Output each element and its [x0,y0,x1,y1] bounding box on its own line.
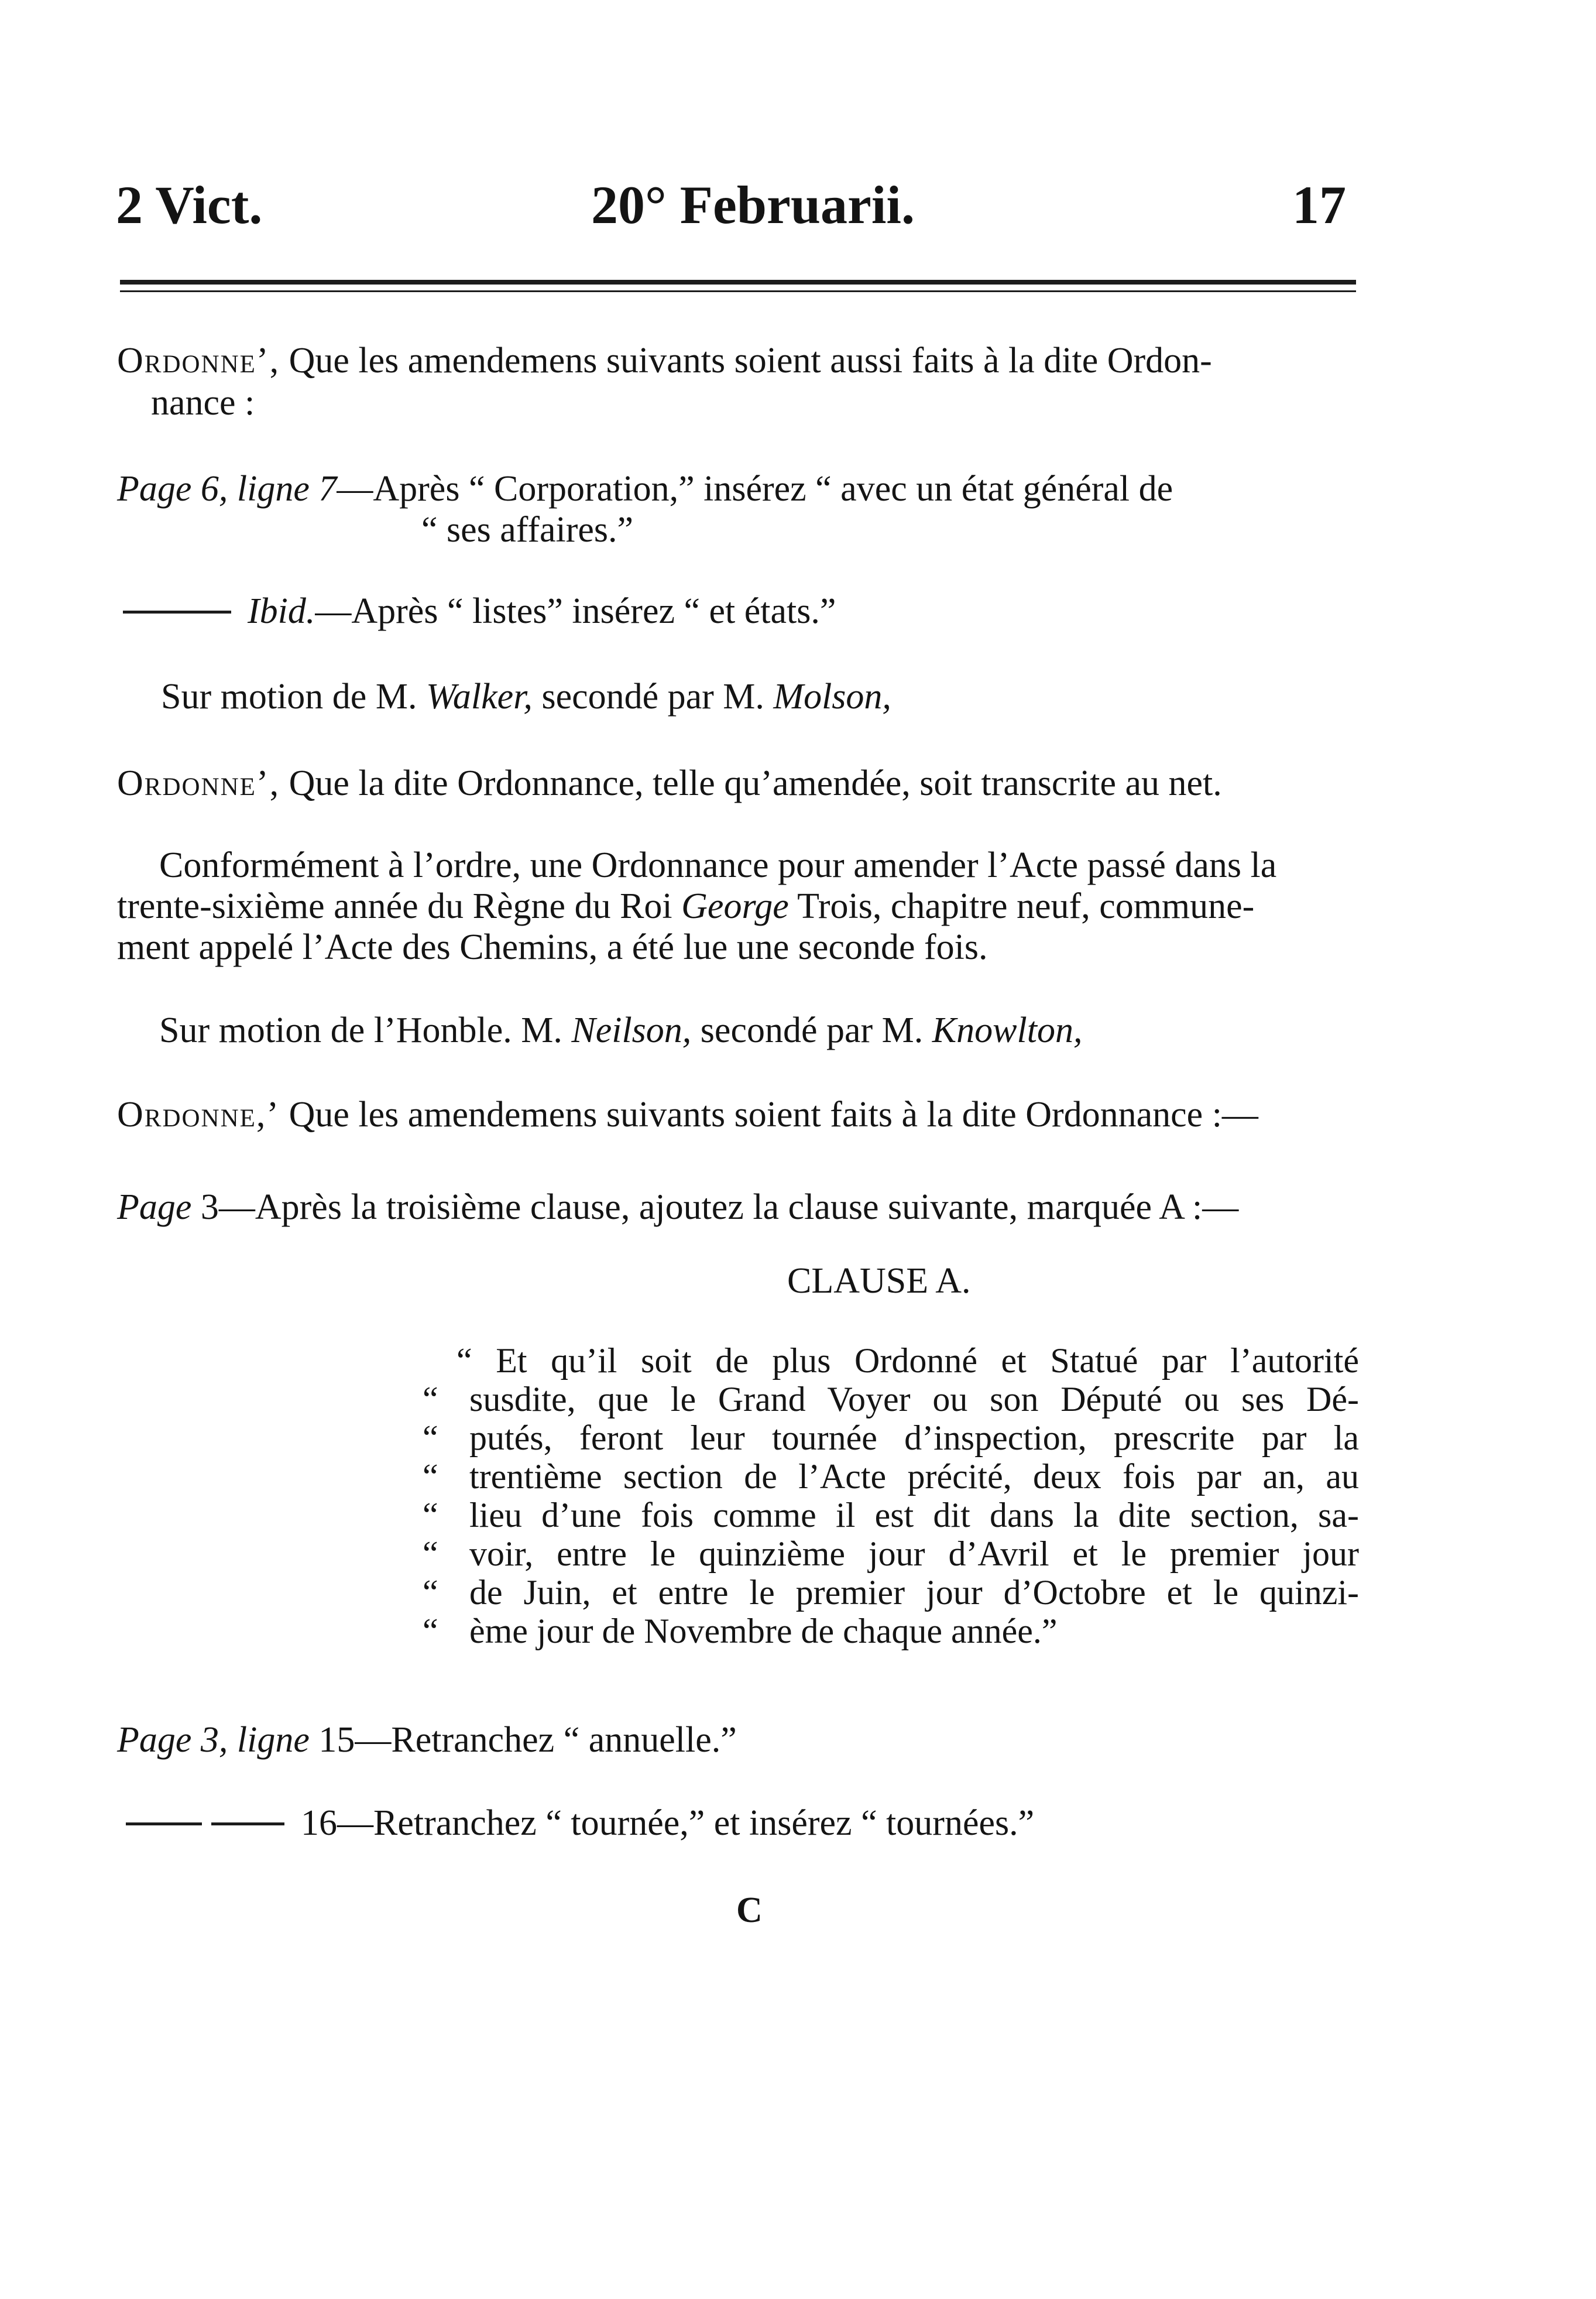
paragraph-ordonne-transcrite [117,761,1222,806]
quote-mark: “ [423,1573,438,1612]
ordonne-label: Ordonne’, [117,341,280,381]
running-head-left: 2 Vict. [116,175,263,235]
running-head-date: 20° Februarii. [591,175,915,235]
clause-title: CLAUSE A. [787,1261,971,1301]
paragraph-text: Que les amendemens suivants soient faits à la dite Ordonnance :— [280,1095,1258,1135]
paragraph-conformement-line-1: Conformément à l’ordre, une Ordonnance pour amender l’Acte passé dans la [159,845,1277,885]
signature-mark: C [736,1890,763,1930]
clause-line: susdite, que le Grand Voyer ou son Député ou ses Dé- [469,1380,1359,1419]
ditto-dash [123,611,231,614]
header-rule-thick [120,280,1356,285]
page-reference: Page [117,1187,192,1227]
clause-line: lieu d’une fois comme il est dit dans la dite section, sa- [469,1496,1359,1534]
quote-mark: “ [423,1496,438,1534]
page-reference: Page 6, ligne 7 [117,469,337,509]
amendment-continuation: “ ses affaires.” [421,510,634,550]
motion-neilson-knowlton [159,1008,1082,1053]
motion-walker-molson [161,674,891,719]
amendment-ibid [123,589,836,633]
seconder-name: Knowlton, [932,1010,1083,1050]
ditto-dash [126,1822,202,1825]
motion-text: secondé par M. [532,677,774,717]
paragraph-text: Que les amendemens suivants soient aussi faits à la dite Ordon- [280,341,1212,381]
motion-text: Sur motion de M. [161,677,426,717]
clause-line: “ Et qu’il soit de plus Ordonné et Statué par l’autorité [457,1341,1359,1380]
paragraph-conformement-line-3: ment appelé l’Acte des Chemins, a été lue une seconde fois. [117,927,988,967]
ibid-label: Ibid. [248,591,315,631]
paragraph-continuation: nance : [151,383,255,423]
ditto-dash [211,1822,284,1825]
header-rule-thin [120,290,1356,292]
paragraph-conformement-line-2 [117,884,1254,928]
ordonne-label: Ordonne,’ [117,1095,280,1135]
amendment-text: 16—Retranchez “ tournée,” et insérez “ tournées.” [301,1803,1035,1843]
king-name: George [681,886,789,926]
motion-text: Sur motion de l’Honble. M. [159,1010,572,1050]
paragraph-text: Que la dite Ordonnance, telle qu’amendée, soit transcrite au net. [280,763,1222,803]
quote-mark: “ [423,1380,438,1419]
mover-name: Neilson, [571,1010,692,1050]
amendment-text: 3—Après la troisième clause, ajoutez la clause suivante, marquée A :— [191,1187,1239,1227]
amendment-text: —Après “ listes” insérez “ et états.” [315,591,836,631]
amendment-text: —Après “ Corporation,” insérez “ avec un état général de [337,469,1173,509]
quote-mark: “ [423,1419,438,1457]
clause-line: putés, feront leur tournée d’inspection, prescrite par la [469,1419,1359,1457]
clause-line: ème jour de Novembre de chaque année.” [469,1612,1058,1650]
motion-text: secondé par M. [691,1010,932,1050]
paragraph-ordonne-amendements [117,338,1212,383]
paragraph-ordonne-amendements-faits [117,1092,1258,1137]
quote-mark: “ [423,1457,438,1496]
seconder-name: Molson, [773,677,891,717]
ordonne-label: Ordonne’, [117,763,280,803]
mover-name: Walker, [425,677,533,717]
clause-line: voir, entre le quinzième jour d’Avril et le premier jour [469,1534,1359,1573]
page-number: 17 [1292,175,1346,235]
clause-line: de Juin, et entre le premier jour d’Octobre et le quinzi- [469,1573,1359,1612]
page-reference: Page 3, ligne [117,1720,310,1760]
amendment-page-6-line-7 [117,467,1173,511]
amendment-line-16 [126,1801,1034,1845]
quote-mark: “ [423,1612,438,1650]
paragraph-text: Trois, chapitre neuf, commune- [788,886,1255,926]
amendment-page-3-line-15 [117,1718,737,1762]
quote-mark: “ [423,1534,438,1573]
amendment-page-3-clause [117,1185,1238,1229]
clause-line: trentième section de l’Acte précité, deux fois par an, au [469,1457,1359,1496]
amendment-text: 15—Retranchez “ annuelle.” [309,1720,737,1760]
paragraph-text: trente-sixième année du Règne du Roi [117,886,682,926]
